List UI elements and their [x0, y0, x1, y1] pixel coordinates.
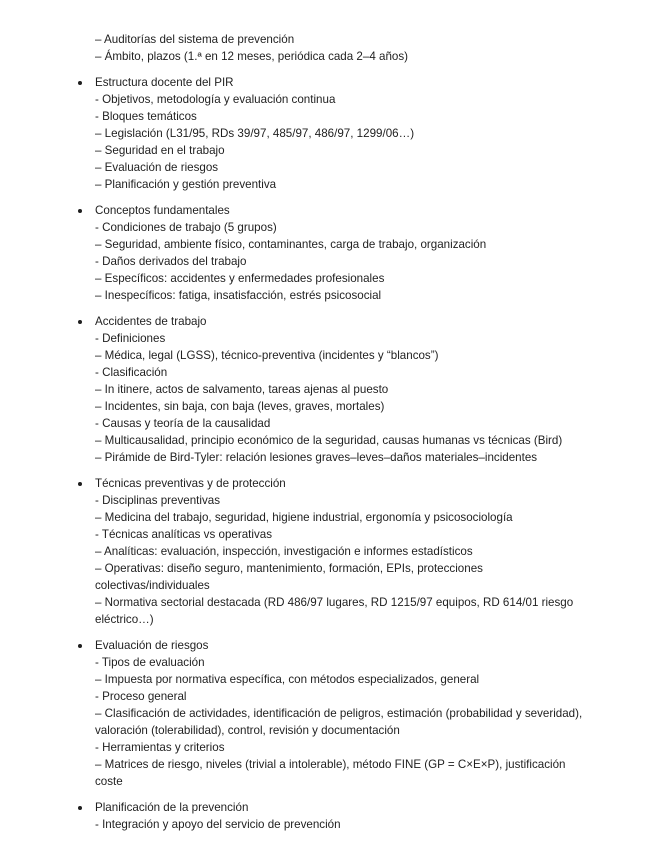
text-line: – Evaluación de riesgos [95, 161, 219, 174]
bullet-dot-icon [78, 644, 82, 648]
bullet-section [0, 202, 655, 304]
text-line: - Daños derivados del trabajo [95, 255, 247, 268]
text-line: – Específicos: accidentes y enfermedades profesionales [95, 272, 385, 285]
text-line: – Médica, legal (LGSS), técnico-preventiva (incidentes y “blancos”) [95, 349, 439, 362]
text-line: - Integración y apoyo del servicio de prevención [95, 818, 341, 831]
text-line: – Clasificación de actividades, identificación de peligros, estimación (probabilidad y severidad), valoración (tolerabilidad), control, revisión y documentación [95, 707, 583, 737]
text-line: – Inespecíficos: fatiga, insatisfacción, estrés psicosocial [95, 289, 382, 302]
text-line: - Tipos de evaluación [95, 656, 205, 669]
text-line: - Objetivos, metodología y evaluación continua [95, 93, 336, 106]
text-line: - Bloques temáticos [95, 110, 197, 123]
text-line: – Multicausalidad, principio económico de la seguridad, causas humanas vs técnicas (Bird) [95, 434, 563, 447]
bullet-dot-icon [78, 209, 82, 213]
section-title: Evaluación de riesgos [95, 639, 209, 652]
text-line: – Medicina del trabajo, seguridad, higiene industrial, ergonomía y psicosociología [95, 511, 513, 524]
continued-lines [0, 31, 655, 65]
text-line: – Analíticas: evaluación, inspección, investigación e informes estadísticos [95, 545, 473, 558]
text-line: - Definiciones [95, 332, 166, 345]
text-line: - Causas y teoría de la causalidad [95, 417, 271, 430]
text-line: – Operativas: diseño seguro, mantenimiento, formación, EPIs, protecciones colectivas/individuales [95, 562, 483, 592]
text-line: – In itinere, actos de salvamento, tareas ajenas al puesto [95, 383, 389, 396]
text-line: – Pirámide de Bird-Tyler: relación lesiones graves–leves–daños materiales–incidentes [95, 451, 538, 464]
bullet-section [0, 313, 655, 466]
text-line: – Impuesta por normativa específica, con métodos especializados, general [95, 673, 480, 686]
section-title: Accidentes de trabajo [95, 315, 207, 328]
bullet-dot-icon [78, 806, 82, 810]
text-line: - Condiciones de trabajo (5 grupos) [95, 221, 277, 234]
bullet-section [0, 637, 655, 790]
bullet-section [0, 475, 655, 628]
text-line: – Ámbito, plazos (1.ª en 12 meses, periódica cada 2–4 años) [95, 50, 408, 63]
text-line: - Herramientas y criterios [95, 741, 225, 754]
section-title: Conceptos fundamentales [95, 204, 230, 217]
text-line: – Incidentes, sin baja, con baja (leves, graves, mortales) [95, 400, 385, 413]
text-line: – Legislación (L31/95, RDs 39/97, 485/97, 486/97, 1299/06…) [95, 127, 415, 140]
text-line: – Normativa sectorial destacada (RD 486/97 lugares, RD 1215/97 equipos, RD 614/01 riesgo eléctrico…) [95, 596, 574, 626]
bullet-dot-icon [78, 482, 82, 486]
text-line: – Seguridad, ambiente físico, contaminantes, carga de trabajo, organización [95, 238, 487, 251]
text-line: – Matrices de riesgo, niveles (trivial a intolerable), método FINE (GP = C×E×P), justificación coste [95, 758, 566, 788]
text-line: – Auditorías del sistema de prevención [95, 33, 295, 46]
section-title: Planificación de la prevención [95, 801, 249, 814]
bullet-dot-icon [78, 81, 82, 85]
bullet-section [0, 74, 655, 193]
section-title: Estructura docente del PIR [95, 76, 234, 89]
bullet-section [0, 799, 655, 833]
bullet-dot-icon [78, 320, 82, 324]
section-title: Técnicas preventivas y de protección [95, 477, 286, 490]
document-body [0, 31, 655, 842]
text-line: - Proceso general [95, 690, 187, 703]
text-line: – Seguridad en el trabajo [95, 144, 225, 157]
text-line: - Técnicas analíticas vs operativas [95, 528, 272, 541]
text-line: - Clasificación [95, 366, 168, 379]
text-line: – Planificación y gestión preventiva [95, 178, 277, 191]
text-line: - Disciplinas preventivas [95, 494, 221, 507]
